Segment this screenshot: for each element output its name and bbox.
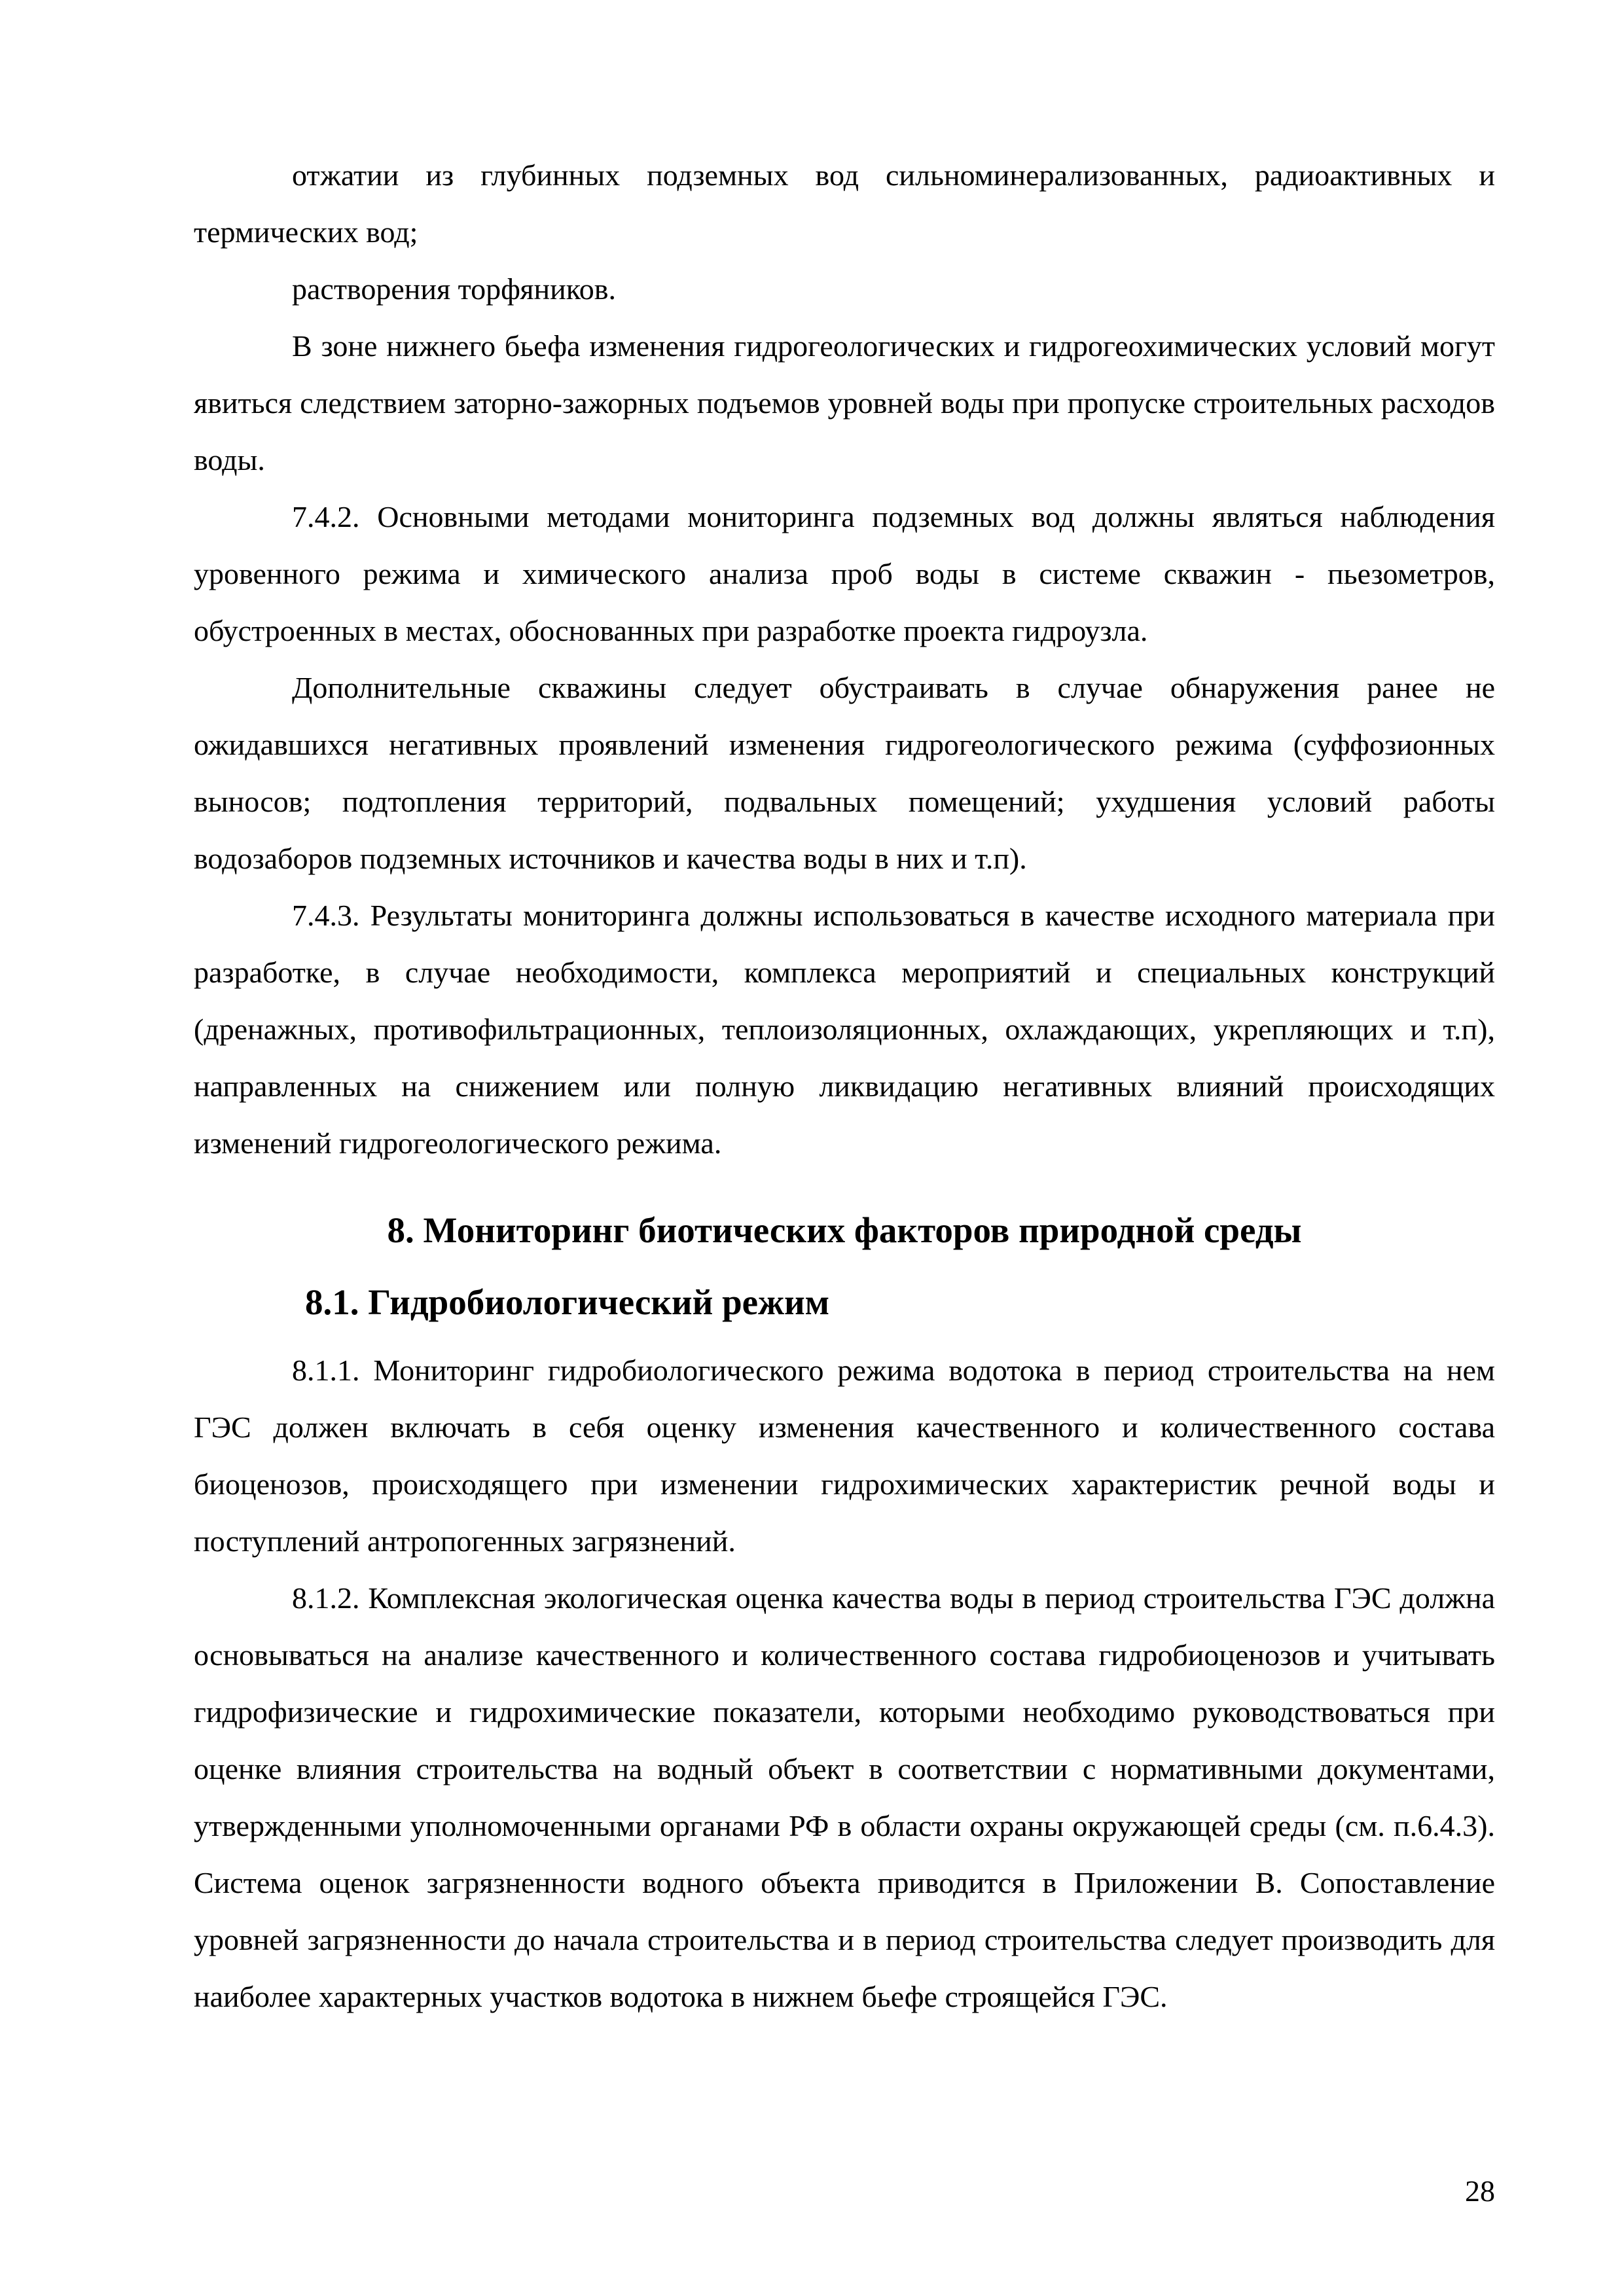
paragraph: 8.1.1. Мониторинг гидробиологического режима водотока в период строительства на нем ГЭС должен включать в себя оценку изменения качественного и количественного состава биоценозов, происходящего при изменении гидрохимических характеристик речной воды и поступлений антропогенных загрязнений. [194, 1354, 1495, 1558]
section-heading: 8. Мониторинг биотических факторов природной среды [387, 1210, 1302, 1250]
subsection-heading: 8.1. Гидробиологический режим [305, 1282, 830, 1322]
page-content [194, 147, 1495, 2025]
paragraph: 7.4.3. Результаты мониторинга должны использоваться в качестве исходного материала при разработке, в случае необходимости, комплекса мероприятий и специальных конструкций (дренажных, противофильтрационных, теплоизоляционных, охлаждающих, укрепляющих и т.п), направленных на снижением или полную ликвидацию негативных влияний происходящих изменений гидрогеологического режима. [194, 899, 1495, 1160]
paragraph: В зоне нижнего бьефа изменения гидрогеологических и гидрогеохимических условий могут явиться следствием заторно-зажорных подъемов уровней воды при пропуске строительных расходов воды. [194, 329, 1495, 476]
page-number: 28 [1465, 2174, 1495, 2208]
paragraph: 8.1.2. Комплексная экологическая оценка качества воды в период строительства ГЭС должна основываться на анализе качественного и количественного состава гидробиоценозов и учитывать гидрофизические и гидрохимические показатели, которыми необходимо руководствоваться при оценке влияния строительства на водный объект в соответствии с нормативными документами, утвержденными уполномоченными органами РФ в области охраны окружающей среды (см. п.6.4.3). Система оценок загрязненности водного объекта приводится в Приложении В. Сопоставление уровней загрязненности до начала строительства и в период строительства следует производить для наиболее характерных участков водотока в нижнем бьефе строящейся ГЭС. [194, 1581, 1495, 2013]
paragraph: Дополнительные скважины следует обустраивать в случае обнаружения ранее не ожидавшихся негативных проявлений изменения гидрогеологического режима (суффозионных выносов; подтопления территорий, подвальных помещений; ухудшения условий работы водозаборов подземных источников и качества воды в них и т.п). [194, 671, 1495, 875]
paragraph: отжатии из глубинных подземных вод сильноминерализованных, радиоактивных и термических вод; [194, 158, 1495, 249]
paragraph: 7.4.2. Основными методами мониторинга подземных вод должны являться наблюдения уровенного режима и химического анализа проб воды в системе скважин - пьезометров, обустроенных в местах, обоснованных при разработке проекта гидроузла. [194, 500, 1495, 647]
paragraph: растворения торфяников. [292, 272, 616, 306]
